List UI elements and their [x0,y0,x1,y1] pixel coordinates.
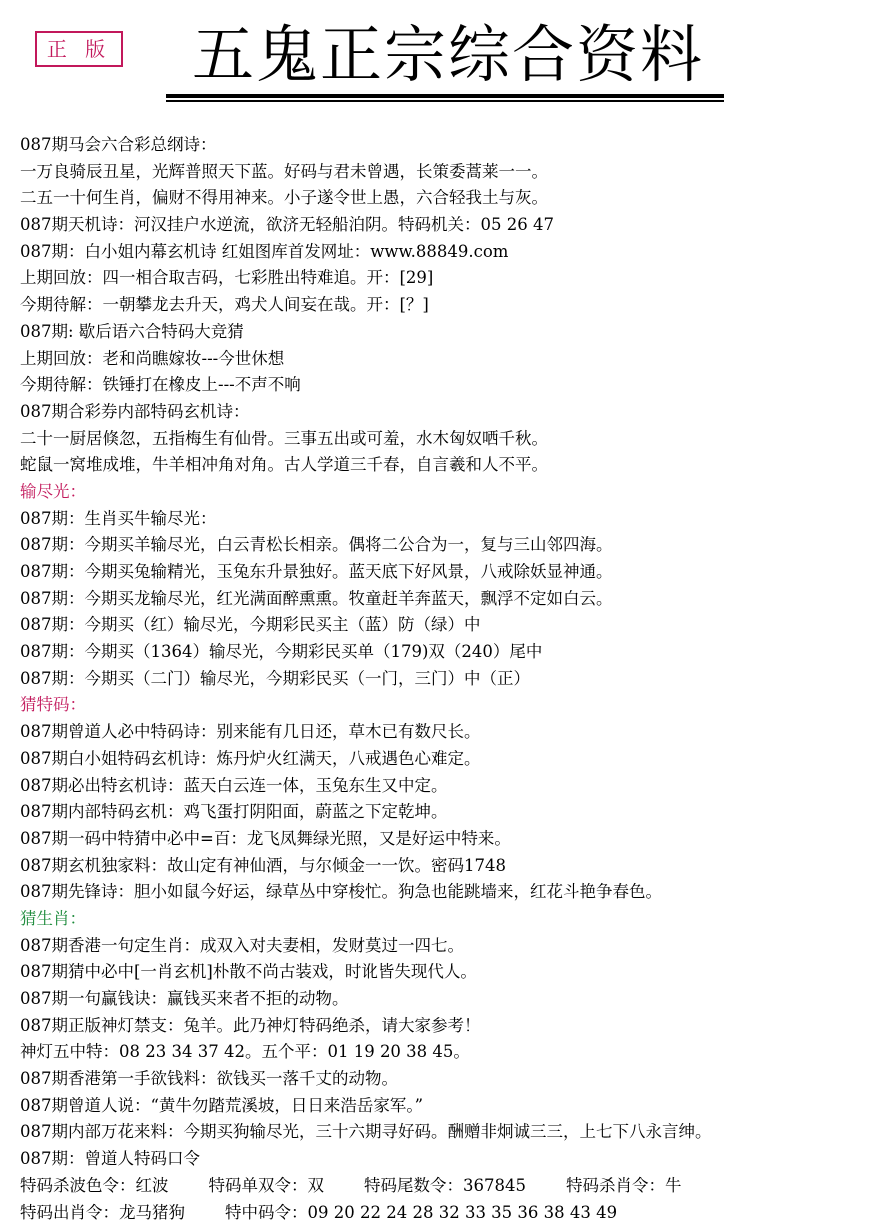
text-line: 蛇鼠一窝堆成堆，牛羊相冲角对角。古人学道三千春，自言羲和人不平。 [20,452,878,479]
text-line: 087期内部万花来料：今期买狗输尽光，三十六期寻好码。酬赠非炯诚三三，上七下八永言绅。 [20,1119,878,1146]
out-zodiac-order: 特码出肖令：龙马猪狗 [20,1203,185,1222]
text-line: 今期待解：一朝攀龙去升天，鸡犬人间妄在哉。开：[？] [20,292,878,319]
text-line: 087期：今期买（1364）输尽光，今期彩民买单（179)双（240）尾中 [20,639,878,666]
text-line: 087期白小姐特码玄机诗：炼丹炉火红满天，八戒遇色心难定。 [20,746,878,773]
text-line: 087期香港一句定生肖：成双入对夫妻相，发财莫过一四七。 [20,933,878,960]
kill-zodiac-order: 特码杀肖令：牛 [566,1176,682,1195]
text-line: 087期：今期买（红）输尽光，今期彩民买主（蓝）防（绿）中 [20,612,878,639]
text-line: 087期曾道人说：“黄牛勿踏荒溪坡，日日来浩岳家军。” [20,1093,878,1120]
section-heading-lose-all: 输尽光： [20,479,878,506]
text-line: 087期：今期买（二门）输尽光，今期彩民买（一门，三门）中（正） [20,666,878,693]
title-underline-thin [166,100,724,102]
text-line: 087期：白小姐内幕玄机诗 红姐图库首发网址：www.88849.com [20,239,878,266]
genuine-badge: 正 版 [35,31,123,67]
wave-color-order: 特码杀波色令：红波 [20,1176,169,1195]
text-line: 神灯五中特：08 23 34 37 42。五个平：01 19 20 38 45。 [20,1039,878,1066]
text-line: 087期: 歇后语六合特码大竞猜 [20,319,878,346]
text-line: 二五一十何生肖，偏财不得用神来。小子遂令世上愚，六合轻我土与灰。 [20,185,878,212]
text-line: 087期内部特码玄机：鸡飞蛋打阴阳面，蔚蓝之下定乾坤。 [20,799,878,826]
text-line: 087期一码中特猜中必中=百：龙飞凤舞绿光照，又是好运中特来。 [20,826,878,853]
text-line: 087期：曾道人特码口令 [20,1146,878,1173]
text-line: 今期待解：铁锤打在橡皮上---不声不响 [20,372,878,399]
text-line: 087期先锋诗：胆小如鼠今好运，绿草丛中穿梭忙。狗急也能跳墙来，红花斗艳争春色。 [20,879,878,906]
tail-number-order: 特码尾数令：367845 [364,1176,526,1195]
text-line: 087期正版神灯禁支：兔羊。此乃神灯特码绝杀，请大家参考！ [20,1013,878,1040]
text-line: 上期回放：四一相合取吉码，七彩胜出特难追。开：[29] [20,265,878,292]
text-line: 087期合彩券内部特码玄机诗： [20,399,878,426]
text-line: 上期回放：老和尚瞧嫁妆---今世休想 [20,346,878,373]
text-line: 087期马会六合彩总纲诗： [20,132,878,159]
text-line: 087期曾道人必中特码诗：别来能有几日还，草木已有数尺长。 [20,719,878,746]
text-line: 087期玄机独家料：故山定有神仙酒，与尔倾金一一饮。密码1748 [20,853,878,880]
footer-row-1 [20,1173,878,1200]
text-line: 087期必出特玄机诗：蓝天白云连一体，玉兔东生又中定。 [20,773,878,800]
hit-code-order: 特中码令：09 20 22 24 28 32 33 35 36 38 43 49 [225,1203,617,1222]
text-line: 087期香港第一手欲钱料：欲钱买一落千丈的动物。 [20,1066,878,1093]
section-heading-guess-code: 猜特码： [20,692,878,719]
text-line: 087期：今期买兔输精光，玉兔东升景独好。蓝天底下好风景，八戒除妖显神通。 [20,559,878,586]
page-title: 五鬼正宗综合资料 [168,12,728,98]
document-body [20,132,878,1226]
text-line: 087期：今期买龙输尽光，红光满面醉熏熏。牧童赶羊奔蓝天，飘浮不定如白云。 [20,586,878,613]
text-line: 087期：生肖买牛输尽光： [20,506,878,533]
title-underline-thick [166,94,724,98]
section-heading-guess-zodiac: 猜生肖： [20,906,878,933]
text-line: 087期天机诗：河汉挂户水逆流，欲济无轻船泊阴。特码机关：05 26 47 [20,212,878,239]
text-line: 087期：今期买羊输尽光，白云青松长相亲。偶将二公合为一，复与三山邻四海。 [20,532,878,559]
text-line: 二十一厨居倏忽，五指梅生有仙骨。三事五出或可羞，水木匈奴哂千秋。 [20,426,878,453]
text-line: 087期一句赢钱诀：赢钱买来者不拒的动物。 [20,986,878,1013]
odd-even-order: 特码单双令：双 [209,1176,325,1195]
text-line: 087期猜中必中[一肖玄机]朴散不尚古装戏，时讹皆失现代人。 [20,959,878,986]
text-line: 一万良骑辰丑星，光辉普照天下蓝。好码与君未曾遇，长策委蒿莱一一。 [20,159,878,186]
footer-row-2 [20,1200,878,1226]
